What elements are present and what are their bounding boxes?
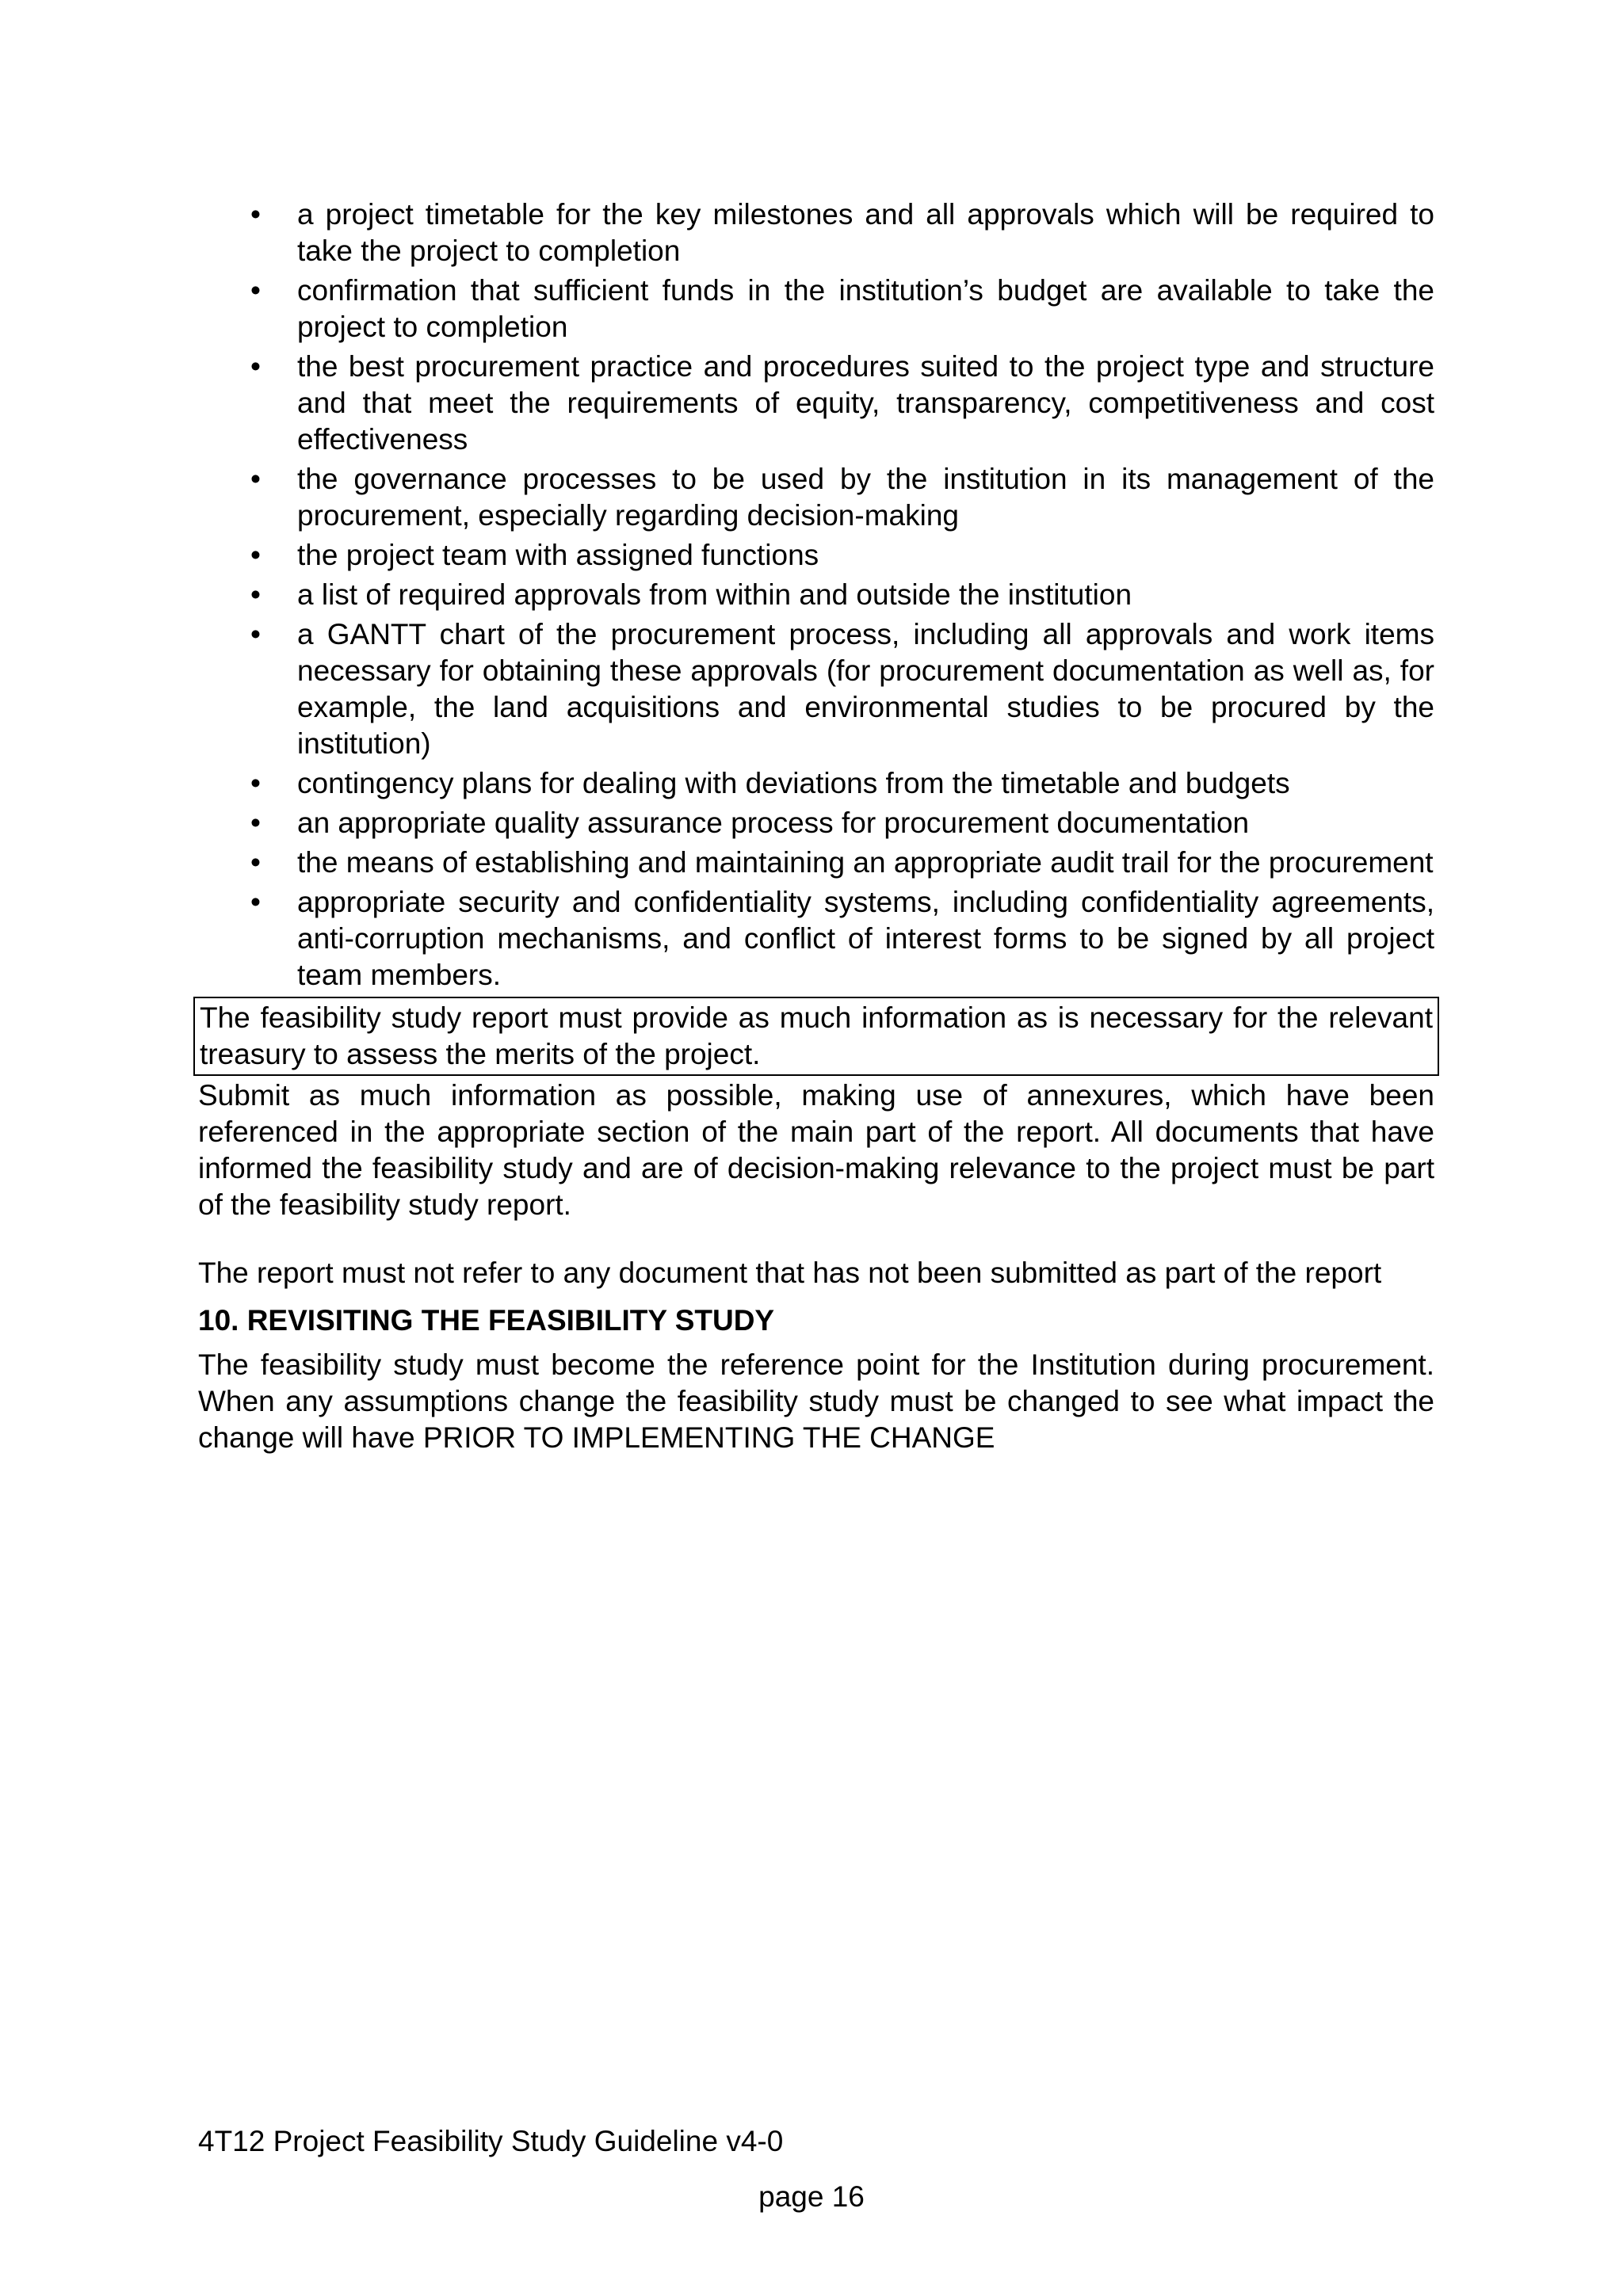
bullet-text: confirmation that sufficient funds in the institution’s budget are available to take the project to completion	[297, 274, 1434, 343]
bullet-text: appropriate security and confidentiality systems, including confidentiality agreements, anti-corruption mechanisms, and conflict of interest forms to be signed by all project team members.	[297, 886, 1434, 991]
refer-paragraph: The report must not refer to any document that has not been submitted as part of the report	[198, 1257, 1382, 1289]
bullet-item	[198, 884, 1434, 994]
bullet-icon: •	[250, 618, 261, 650]
submit-paragraph: Submit as much information as possible, making use of annexures, which have been referenced in the appropriate section of the main part of the report. All documents that have informed the feasibility study and are of decision-making relevance to the project must be part of the feasibility study report.	[198, 1079, 1434, 1221]
bullet-icon: •	[250, 539, 261, 571]
bullet-text: the best procurement practice and procedures suited to the project type and structure and that meet the requirements of equity, transparency, competitiveness and cost effectiveness	[297, 350, 1434, 456]
bullet-icon: •	[250, 886, 261, 918]
bullet-text: contingency plans for dealing with deviations from the timetable and budgets	[297, 767, 1290, 799]
bullet-icon: •	[250, 767, 261, 799]
bullet-item	[198, 196, 1434, 269]
bullet-text: an appropriate quality assurance process for procurement documentation	[297, 807, 1250, 839]
bullet-item	[198, 461, 1434, 534]
bullet-icon: •	[250, 274, 261, 307]
bullet-item	[198, 273, 1434, 345]
bullet-item	[198, 349, 1434, 458]
bullet-icon: •	[250, 807, 261, 839]
bullet-item	[198, 765, 1434, 802]
bullet-item	[198, 805, 1434, 841]
bullet-item	[198, 616, 1434, 762]
bullet-text: the project team with assigned functions	[297, 539, 819, 571]
bullet-item	[198, 537, 1434, 574]
bullet-text: the governance processes to be used by the institution in its management of the procurement, especially regarding decision-making	[297, 463, 1434, 532]
bullet-text: a project timetable for the key milestones and all approvals which will be required to take the project to completion	[297, 198, 1434, 267]
bullet-text: a GANTT chart of the procurement process, including all approvals and work items necessary for obtaining these approvals (for procurement documentation as well as, for example, the land acquisitions and environmental studies to be procured by the institution)	[297, 618, 1434, 760]
bullet-icon: •	[250, 578, 261, 611]
section-body: The feasibility study must become the reference point for the Institution during procurement. When any assumptions change the feasibility study must be changed to see what impact the change will have PRIOR TO IMPLEMENTING THE CHANGE	[198, 1348, 1434, 1454]
footer-page-number: page 16	[758, 2180, 865, 2213]
bullet-icon: •	[250, 198, 261, 231]
requirements-bullet-list	[198, 196, 1434, 994]
boxed-note: The feasibility study report must provide as much information as is necessary for the relevant treasury to assess the merits of the project.	[193, 997, 1439, 1076]
bullet-text: a list of required approvals from within and outside the institution	[297, 578, 1132, 611]
footer-document-title: 4T12 Project Feasibility Study Guideline v4-0	[198, 2125, 784, 2157]
bullet-icon: •	[250, 350, 261, 383]
bullet-icon: •	[250, 463, 261, 495]
bullet-item	[198, 845, 1434, 881]
bullet-icon: •	[250, 846, 261, 879]
bullet-item	[198, 577, 1434, 613]
bullet-text: the means of establishing and maintaining an appropriate audit trail for the procurement	[297, 846, 1434, 879]
section-heading: 10. REVISITING THE FEASIBILITY STUDY	[198, 1304, 775, 1337]
page-content	[198, 196, 1434, 1456]
